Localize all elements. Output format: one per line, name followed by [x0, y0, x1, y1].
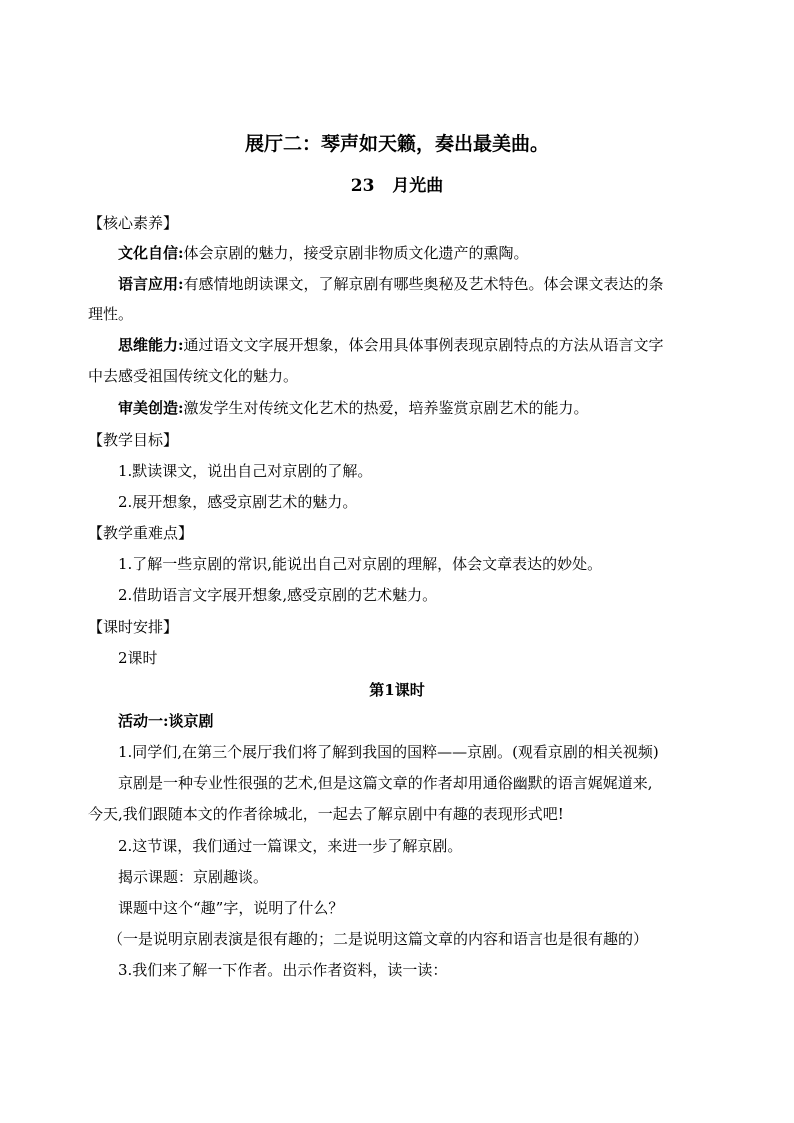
- lesson-heading: [0, 174, 794, 198]
- core-literacy-item: [118, 243, 529, 263]
- lesson-session-heading: 第1课时: [369, 681, 425, 699]
- core-literacy-heading: 【核心素养】: [88, 214, 179, 232]
- hall-title: 展厅二：琴声如天籁，奏出最美曲。: [244, 133, 549, 155]
- item-text: 有感情地朗读课文，了解京剧有哪些奥秘及艺术特色。体会课文表达的条: [183, 275, 664, 293]
- goals-heading: 【教学目标】: [88, 431, 179, 449]
- core-literacy-item: [118, 335, 664, 355]
- item-continuation: 理性。: [88, 305, 134, 323]
- item-label: 思维能力:: [118, 336, 184, 354]
- paragraph-line: 3.我们来了解一下作者。出示作者资料，读一读：: [118, 961, 448, 979]
- item-continuation: 中去感受祖国传统文化的魅力。: [88, 367, 299, 385]
- paragraph-line: 1.同学们,在第三个展厅我们将了解到我国的国粹——京剧。(观看京剧的相关视频): [118, 743, 659, 761]
- activity-title: 活动一:谈京剧: [118, 712, 214, 730]
- key-point-item: 2.借助语言文字展开想象,感受京剧的艺术魅力。: [118, 586, 438, 604]
- item-label: 语言应用:: [118, 275, 184, 293]
- answer-line: （一是说明京剧表演是很有趣的；二是说明这篇文章的内容和语言也是很有趣的）: [108, 930, 649, 948]
- item-text: 通过语文文字展开想象，体会用具体事例表现京剧特点的方法从语言文字: [183, 336, 664, 354]
- core-literacy-item: [118, 274, 664, 294]
- paragraph-line: 揭示课题：京剧趣谈。: [118, 868, 269, 886]
- goal-item: 2.展开想象，感受京剧艺术的魅力。: [118, 493, 358, 511]
- key-point-item: 1.了解一些京剧的常识,能说出自己对京剧的理解，体会文章表达的妙处。: [118, 555, 603, 573]
- core-literacy-item: [118, 398, 589, 418]
- lesson-title: 月光曲: [392, 176, 444, 196]
- goal-item: 1.默读课文，说出自己对京剧的了解。: [118, 462, 373, 480]
- key-points-heading: 【教学重难点】: [88, 524, 194, 542]
- lesson-number: 23: [350, 176, 375, 196]
- schedule-value: 2课时: [118, 649, 158, 667]
- paragraph-line: 今天,我们跟随本文的作者徐城北，一起去了解京剧中有趣的表现形式吧!: [88, 805, 564, 823]
- item-text: 体会京剧的魅力，接受京剧非物质文化遗产的熏陶。: [183, 244, 529, 262]
- paragraph-line: 课题中这个“趣”字，说明了什么？: [118, 899, 344, 917]
- item-text: 激发学生对传统文化艺术的热爱，培养鉴赏京剧艺术的能力。: [183, 399, 589, 417]
- paragraph-line: 京剧是一种专业性很强的艺术,但是这篇文章的作者却用通俗幽默的语言娓娓道来,: [118, 774, 653, 792]
- item-label: 审美创造:: [118, 399, 184, 417]
- paragraph-line: 2.这节课，我们通过一篇课文，来进一步了解京剧。: [118, 837, 463, 855]
- item-label: 文化自信:: [118, 244, 184, 262]
- schedule-heading: 【课时安排】: [88, 618, 179, 636]
